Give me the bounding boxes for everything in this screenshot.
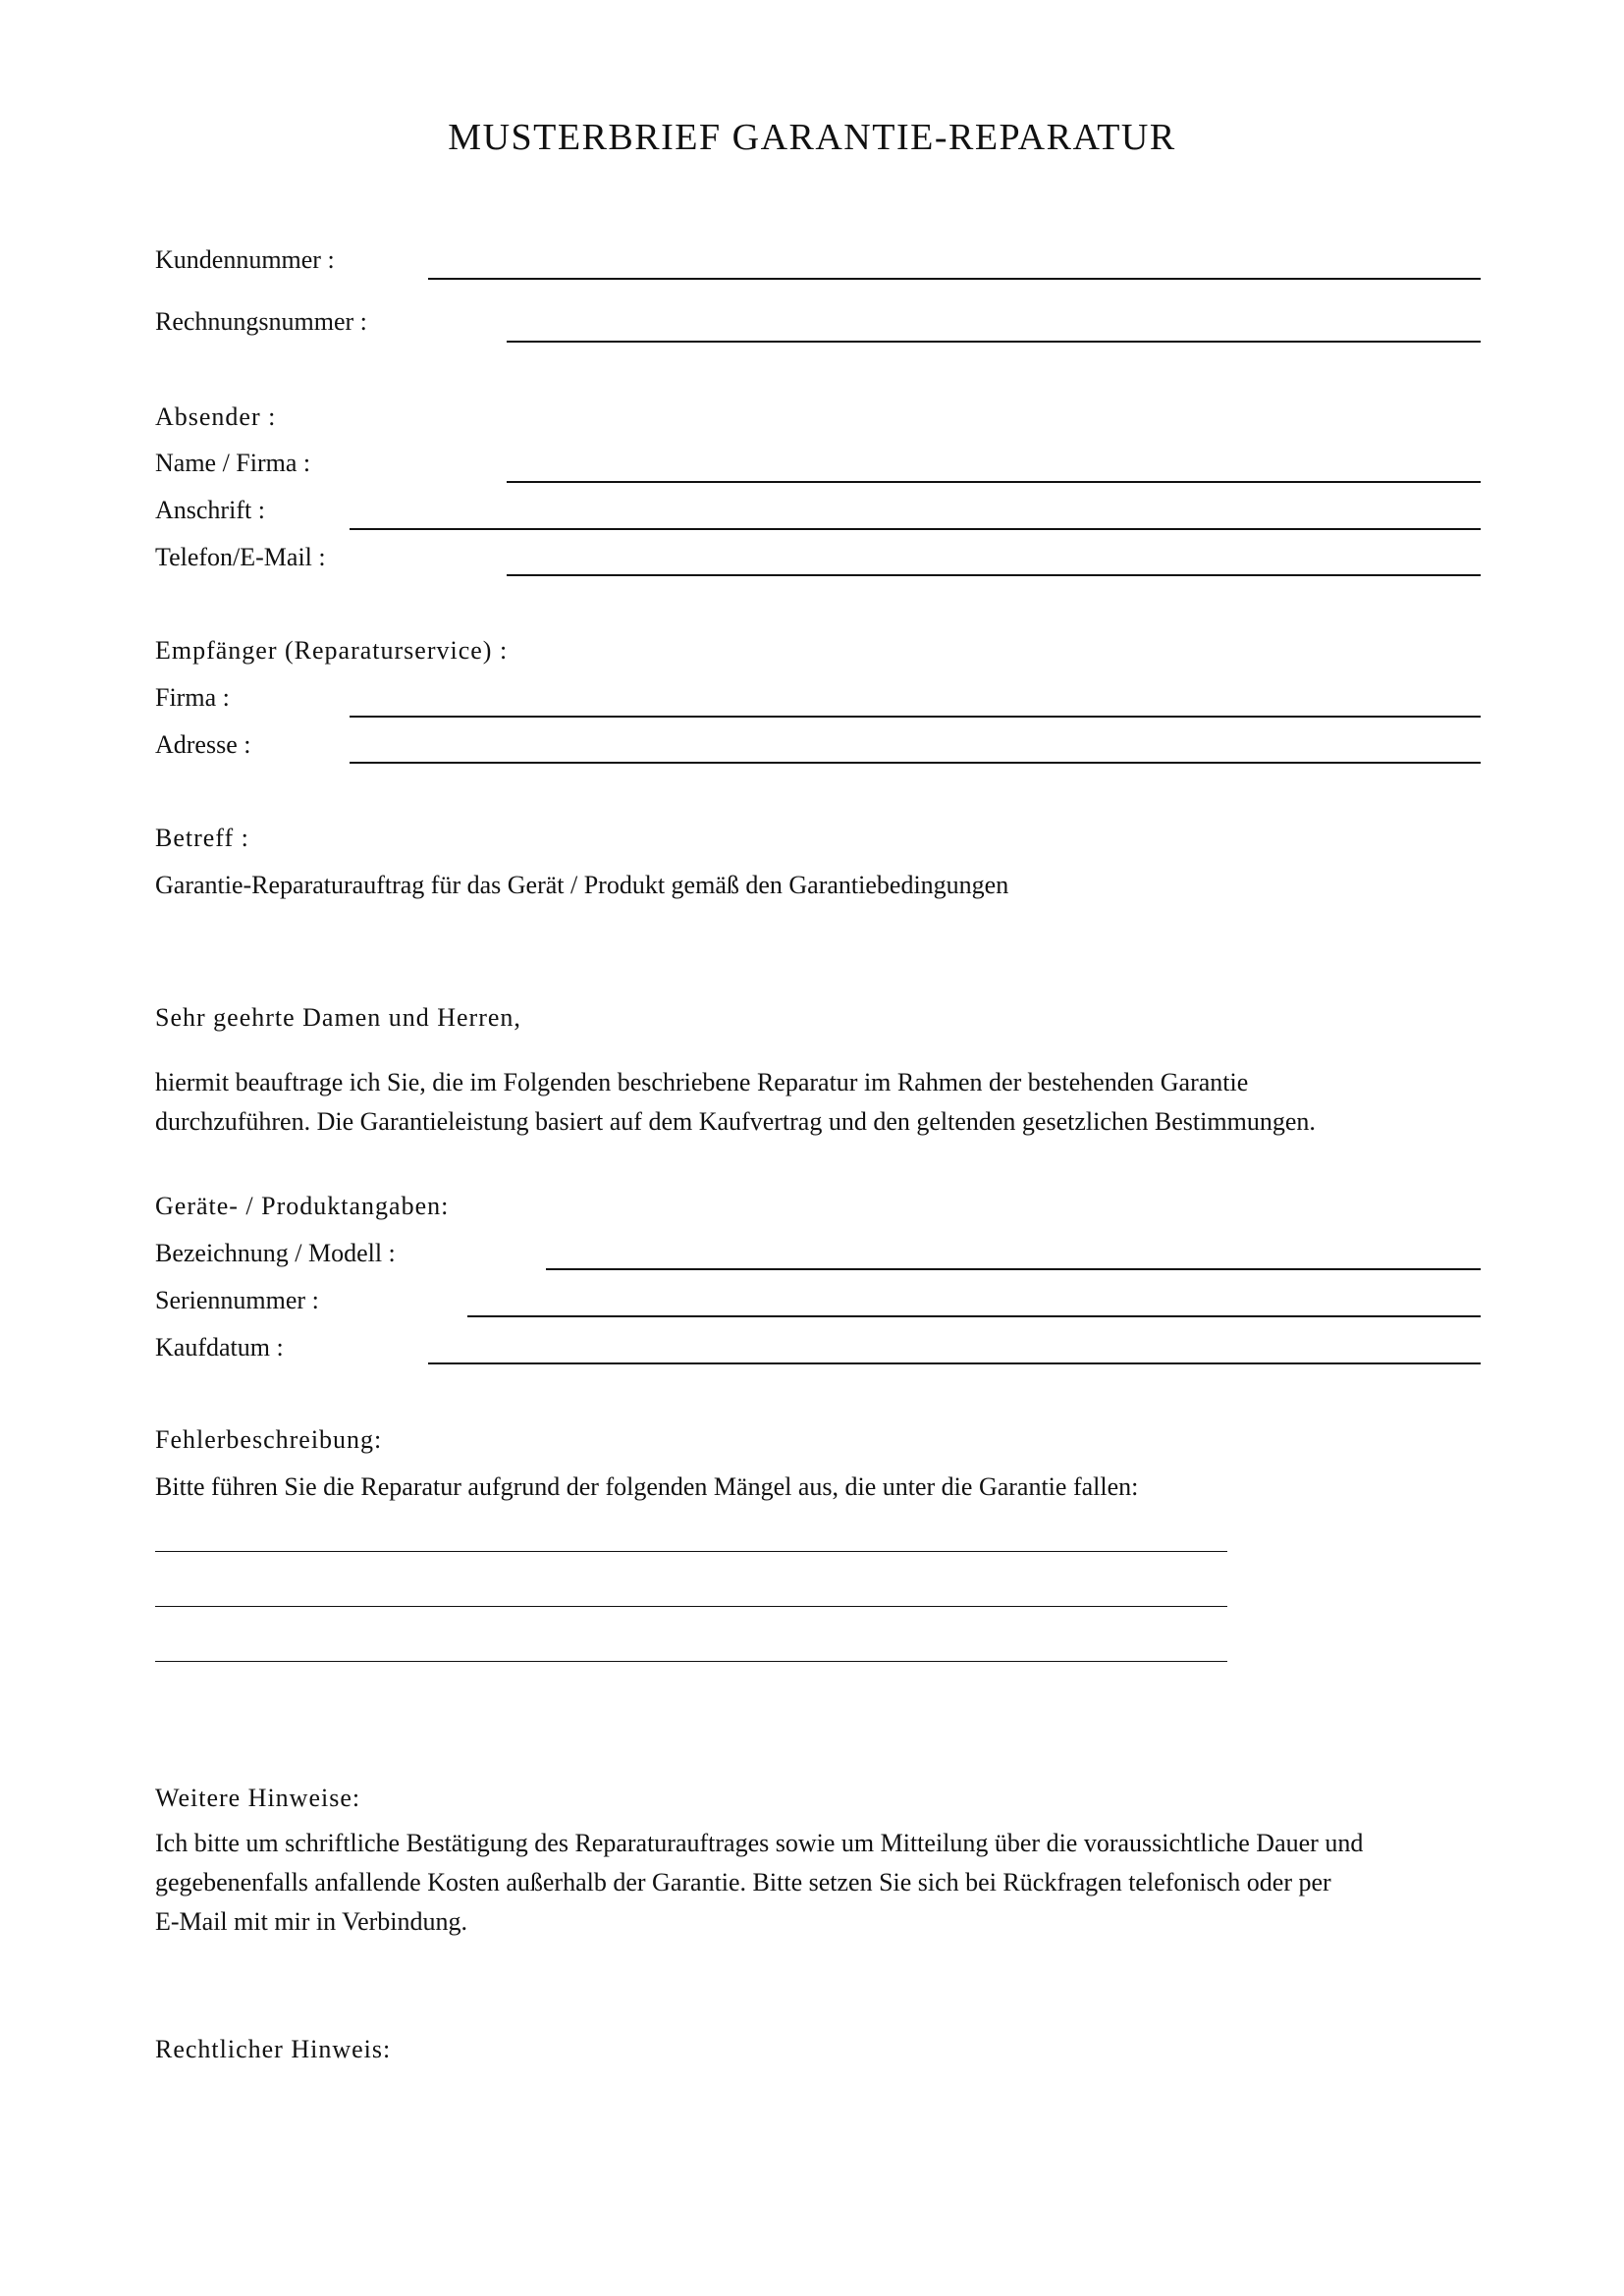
weitere-line: Ich bitte um schriftliche Bestätigung des Reparaturauftrages sowie um Mitteilung über die voraussichtliche Dauer und — [155, 1829, 1364, 1857]
adresse-label: Adresse : — [155, 730, 251, 759]
empfaenger-heading: Empfänger (Reparaturservice) : — [155, 636, 509, 665]
intro-paragraph — [155, 1063, 1530, 1142]
adresse-line — [350, 762, 1481, 764]
telefon-email-line — [507, 574, 1481, 576]
kundennummer-line — [428, 278, 1481, 280]
bezeichnung-line — [546, 1268, 1481, 1270]
anschrift-label: Anschrift : — [155, 496, 265, 524]
defect-description-line — [155, 1551, 1227, 1552]
betreff-text: Garantie-Reparaturauftrag für das Gerät / Produkt gemäß den Garantiebedingungen — [155, 871, 1009, 899]
kundennummer-label: Kundennummer : — [155, 245, 335, 274]
geraete-heading: Geräte- / Produktangaben: — [155, 1192, 450, 1220]
weitere-line: E-Mail mit mir in Verbindung. — [155, 1907, 467, 1936]
name-firma-line — [507, 481, 1481, 483]
page-title: MUSTERBRIEF GARANTIE-REPARATUR — [448, 117, 1176, 158]
seriennummer-label: Seriennummer : — [155, 1286, 319, 1314]
weitere-paragraph — [155, 1824, 1530, 1942]
kaufdatum-label: Kaufdatum : — [155, 1333, 284, 1362]
weitere-heading: Weitere Hinweise: — [155, 1784, 361, 1812]
firma-label: Firma : — [155, 683, 230, 712]
name-firma-label: Name / Firma : — [155, 449, 311, 477]
rechnungsnummer-label: Rechnungsnummer : — [155, 307, 367, 336]
kaufdatum-line — [428, 1362, 1481, 1364]
absender-heading: Absender : — [155, 402, 277, 431]
intro-line: hiermit beauftrage ich Sie, die im Folgenden beschriebene Reparatur im Rahmen der bestehenden Garantie — [155, 1068, 1249, 1096]
weitere-line: gegebenenfalls anfallende Kosten außerhalb der Garantie. Bitte setzen Sie sich bei Rückfragen telefonisch oder per — [155, 1868, 1331, 1896]
telefon-email-label: Telefon/E-Mail : — [155, 543, 326, 571]
firma-line — [350, 716, 1481, 718]
seriennummer-line — [467, 1315, 1481, 1317]
fehler-text: Bitte führen Sie die Reparatur aufgrund der folgenden Mängel aus, die unter die Garantie fallen: — [155, 1472, 1139, 1501]
anschrift-line — [350, 528, 1481, 530]
defect-description-line — [155, 1661, 1227, 1662]
fehler-heading: Fehlerbeschreibung: — [155, 1425, 383, 1454]
rechtlicher-heading: Rechtlicher Hinweis: — [155, 2035, 392, 2063]
salutation: Sehr geehrte Damen und Herren, — [155, 1003, 521, 1032]
bezeichnung-label: Bezeichnung / Modell : — [155, 1239, 396, 1267]
rechnungsnummer-line — [507, 341, 1481, 343]
betreff-heading: Betreff : — [155, 824, 249, 852]
defect-description-line — [155, 1606, 1227, 1607]
intro-line: durchzuführen. Die Garantieleistung basiert auf dem Kaufvertrag und den geltenden gesetzlichen Bestimmungen. — [155, 1107, 1316, 1136]
